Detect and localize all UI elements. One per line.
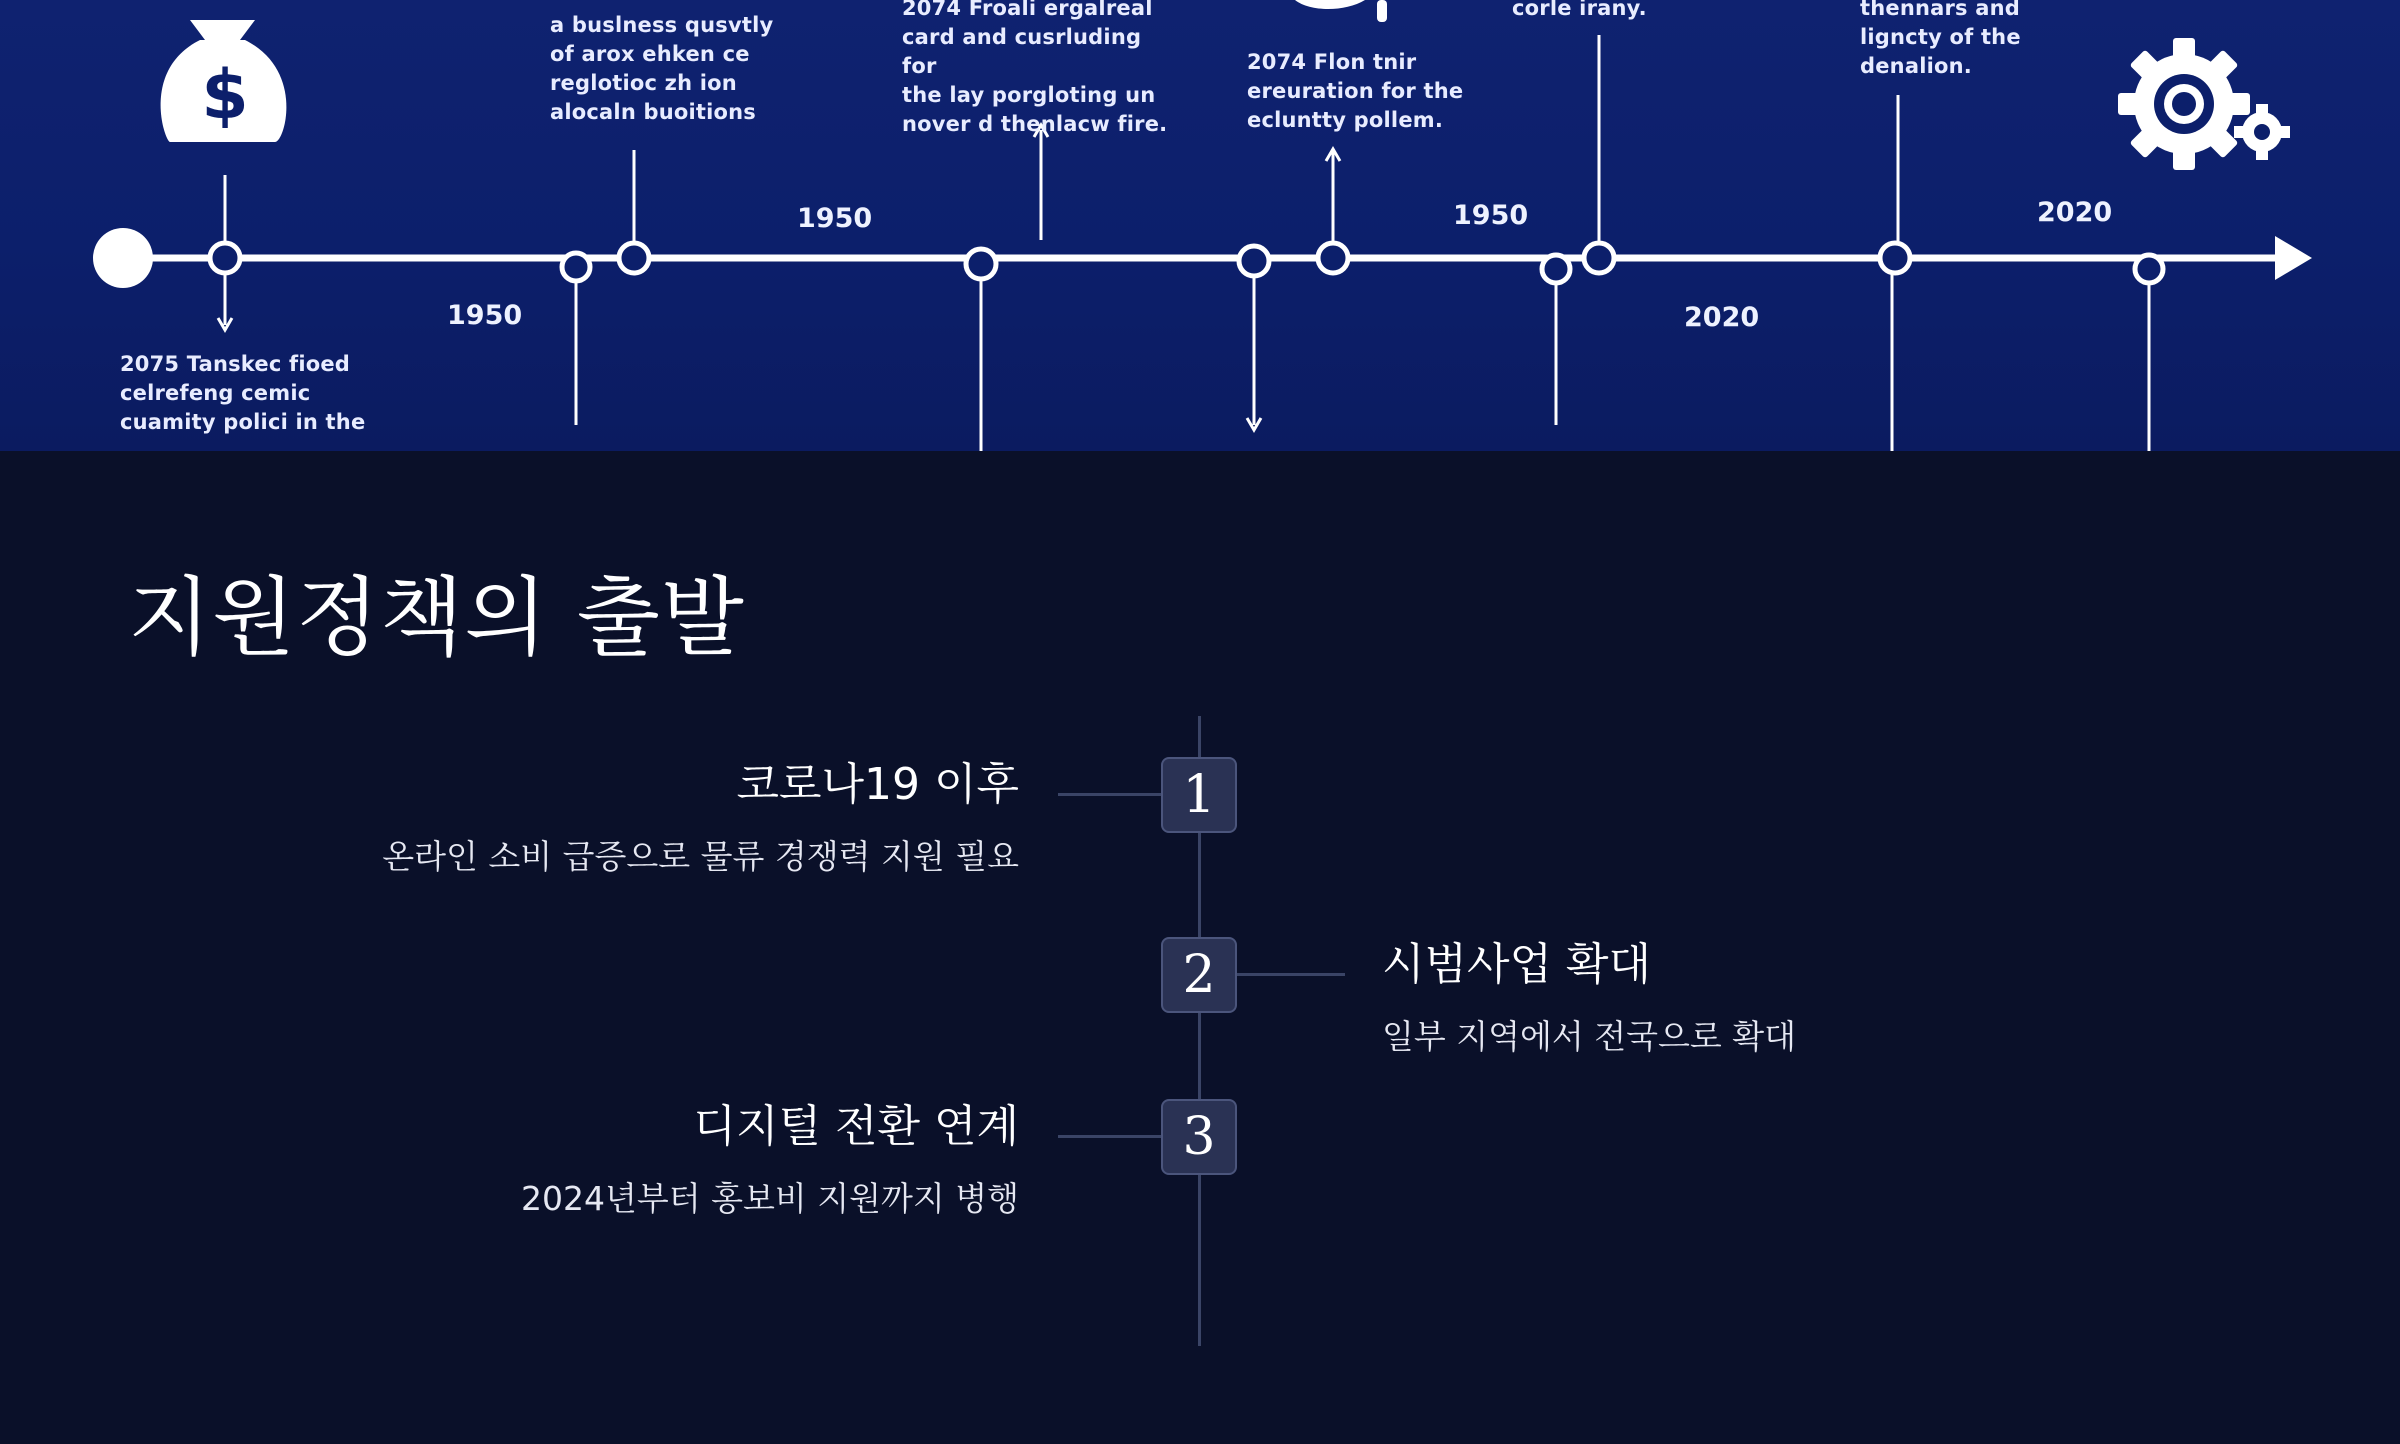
timeline-year-label: 1950 (1453, 200, 1529, 231)
timeline-note: a buslness qusvtly of arox ehken ce reglotioc zh ion alocaln buoitions (550, 13, 774, 124)
step-title: 시범사업 확대 (1382, 939, 1652, 990)
timeline-arrow-icon (2275, 236, 2312, 280)
timeline-note: 2074 Flon tnir ereuration for the ecluntty pollem. (1247, 50, 1464, 132)
step-connector (1058, 793, 1162, 796)
timeline-year-label: 2020 (2037, 197, 2113, 228)
timeline-year-label: 2020 (1684, 302, 1760, 333)
step-number-badge: 2 (1161, 937, 1237, 1013)
timeline-note: corle irany. (1512, 0, 1647, 20)
gear-icon (2118, 38, 2250, 170)
step-description: 일부 지역에서 전국으로 확대 (1382, 1017, 1797, 1056)
step-description: 2024년부터 홍보비 지원까지 병행 (521, 1179, 1019, 1218)
timeline-nodes (210, 243, 2163, 283)
timeline-note: 2075 Tanskec fioed celrefeng cemic cuamity polici in the (120, 352, 366, 434)
step-number-badge: 1 (1161, 757, 1237, 833)
timeline-ticks (218, 35, 2149, 451)
timeline-note: thennars and ligncty of the denalion. (1860, 0, 2021, 78)
step-connector (1058, 1135, 1162, 1138)
svg-text:$: $ (201, 56, 249, 135)
timeline-start-dot (93, 228, 153, 288)
step-title: 코로나19 이후 (736, 759, 1019, 810)
section-title: 지원정책의 출발 (128, 568, 745, 668)
timeline-year-label: 1950 (447, 300, 523, 331)
money-bag-icon (161, 20, 287, 142)
hero-banner (0, 0, 2400, 451)
timeline-note: 2074 Froali ergalreal card and cusrluding for the lay porgloting un nover d thenlacw fire. (902, 0, 1168, 136)
step-connector (1237, 973, 1345, 976)
step-description: 온라인 소비 급증으로 물류 경쟁력 지원 필요 (382, 837, 1019, 876)
step-title: 디지털 전환 연계 (693, 1101, 1019, 1152)
step-number-badge: 3 (1161, 1099, 1237, 1175)
timeline-year-label: 1950 (797, 203, 873, 234)
rocket-icon (1295, 0, 1387, 22)
